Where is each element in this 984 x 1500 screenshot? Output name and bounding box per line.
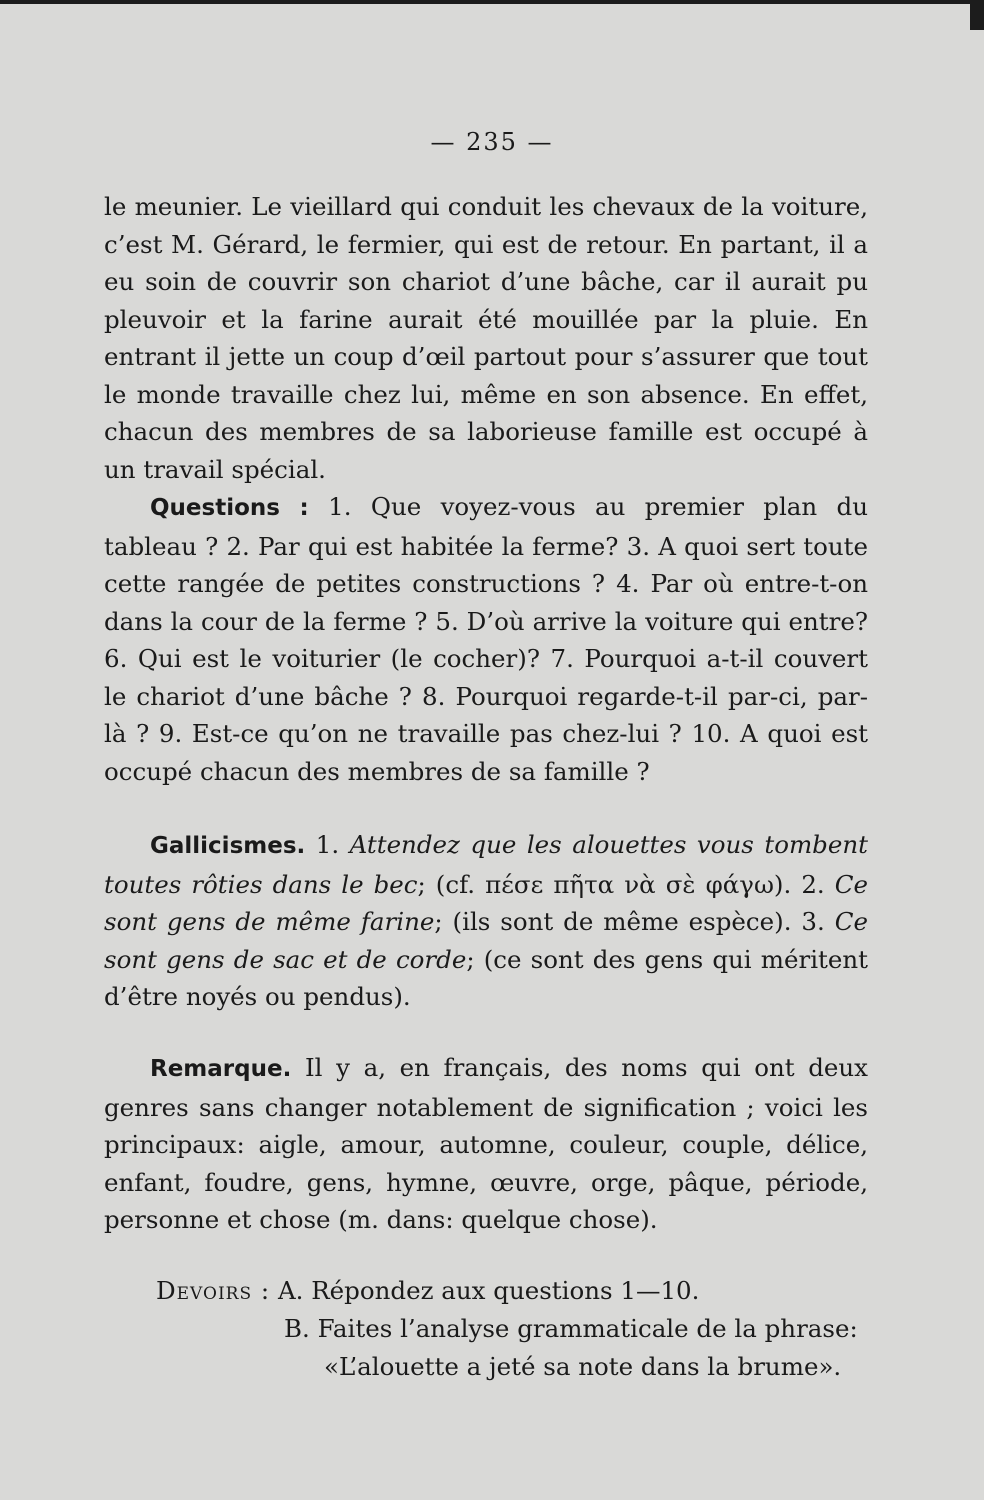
gallicism-gloss-1: ; (cf. πέσε πῆτα νὰ σὲ φάγω).	[417, 869, 792, 899]
gallicism-gloss-3: ; (ce sont des gens qui méritent d’être noyés ou pendus).	[104, 944, 869, 1011]
gallicism-phrase-1: Attendez que les alouettes vous tombent toutes rôties dans le bec	[104, 830, 868, 899]
gallicism-phrase-2: Ce sont gens de même farine	[104, 869, 868, 936]
gallicism-number-3: 3.	[801, 907, 825, 936]
devoirs-label: Devoirs :	[156, 1276, 271, 1305]
devoirs-b: B. Faites l’analyse grammaticale de la phrase:	[284, 1314, 858, 1343]
devoirs-c: «L’alouette a jeté sa note dans la brume».	[324, 1352, 842, 1381]
remarque-heading: Remarque.	[150, 1056, 292, 1082]
devoirs-section	[156, 1272, 868, 1386]
gallicismes-heading: Gallicismes.	[150, 833, 306, 859]
gallicism-phrase-3: Ce sont gens de sac et de corde	[104, 907, 868, 974]
gallicismes-paragraph	[104, 826, 868, 1016]
remarque-paragraph	[104, 1049, 868, 1239]
intro-paragraph	[104, 188, 868, 488]
questions-heading: Questions :	[150, 495, 309, 521]
intro-text: le meunier. Le vieillard qui conduit les chevaux de la voiture, c’est M. Gérard, le fermier, qui est de retour. En partant, il a eu soin de couvrir son chariot d’une bâche, car il aurait pu pleuvoir et la farine aurait été mouillée par la pluie. En entrant il jette un coup d’œil partout pour s’assurer que tout le monde travaille chez lui, même en son absence. En effet, chacun des membres de sa laborieuse famille est occupé à un travail spécial.	[104, 192, 868, 484]
scan-top-border	[0, 0, 984, 4]
devoirs-a: A. Répondez aux questions 1—10.	[277, 1276, 700, 1305]
gallicism-number-2: 2.	[801, 869, 825, 899]
devoirs-row-a	[156, 1272, 868, 1310]
gallicism-number-1: 1.	[315, 830, 340, 859]
gallicism-gloss-2: ; (ils sont de même espèce).	[434, 907, 792, 936]
page-number: — 235 —	[430, 128, 554, 156]
questions-text: 1. Que voyez-vous au premier plan du tableau ? 2. Par qui est habitée la ferme? 3. A quoi sert toute cette rangée de petites constructions ? 4. Par où entre-t-on dans la cour de la ferme ? 5. D’où arrive la voiture qui entre? 6. Qui est le voiturier (le cocher)? 7. Pourquoi a-t-il couvert le chariot d’une bâche ? 8. Pourquoi regarde-t-il par-ci, par-là ? 9. Est-ce qu’on ne travaille pas chez-lui ? 10. A quoi est occupé chacun des membres de sa famille ?	[104, 492, 869, 786]
questions-paragraph	[104, 488, 868, 790]
scan-corner-mark	[970, 0, 984, 30]
remarque-text: Il y a, en français, des noms qui ont deux genres sans changer notablement de signification ; voici les principaux: aigle, amour, automne, couleur, couple, délice, enfant, foudre, gens, hymne, œuvre, orge, pâque, période, personne et chose (m. dans: quelque chose).	[104, 1053, 868, 1234]
